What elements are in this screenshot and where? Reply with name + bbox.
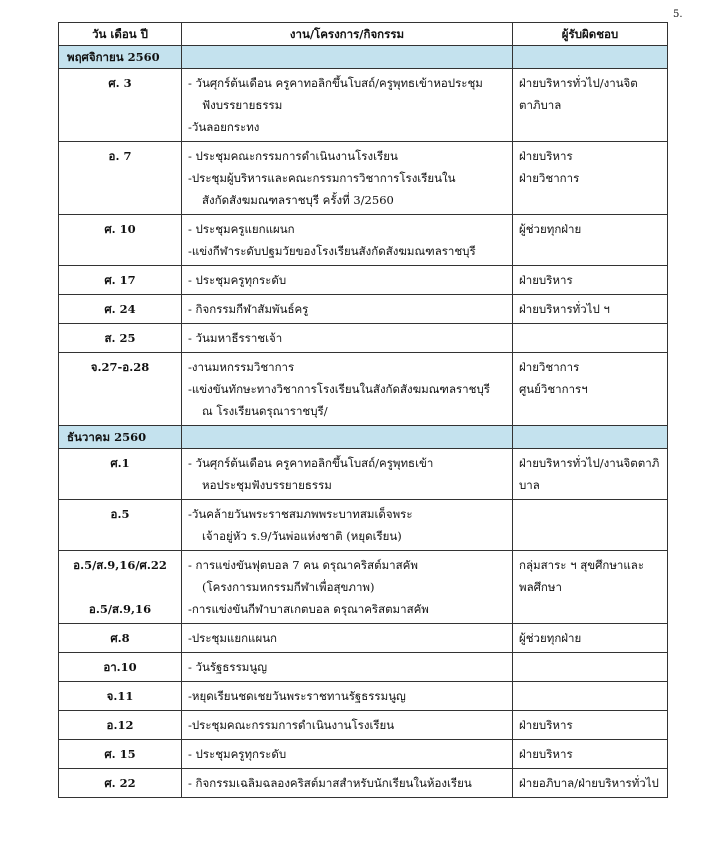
responsible-cell-line: ผู้ช่วยทุกฝ่าย bbox=[519, 222, 582, 236]
table-row bbox=[59, 653, 668, 682]
activity-cell-line: - ประชุมครูแยกแผนก bbox=[188, 222, 295, 236]
activity-cell-line: - วันรัฐธรรมนูญ bbox=[188, 660, 267, 674]
responsible-cell bbox=[513, 449, 668, 500]
responsible-cell bbox=[513, 711, 668, 740]
month-name: พฤศจิกายน 2560 bbox=[59, 46, 182, 69]
responsible-cell bbox=[513, 624, 668, 653]
responsible-cell bbox=[513, 324, 668, 353]
date-cell bbox=[59, 215, 182, 266]
date-cell bbox=[59, 682, 182, 711]
responsible-cell-line: บาล bbox=[519, 478, 540, 492]
responsible-cell bbox=[513, 769, 668, 798]
date-cell bbox=[59, 740, 182, 769]
date-cell-line bbox=[65, 576, 175, 598]
date-cell-line: จ.27-อ.28 bbox=[90, 360, 150, 374]
activity-cell bbox=[182, 142, 513, 215]
activity-cell-line: - วันศุกร์ต้นเดือน ครูคาทอลิกขึ้นโบสถ์/ครูพุทธเข้าหอประชุม bbox=[188, 76, 483, 90]
date-cell bbox=[59, 653, 182, 682]
responsible-cell bbox=[513, 653, 668, 682]
date-cell-line: จ.11 bbox=[106, 689, 134, 703]
responsible-cell-line: ฝ่ายอภิบาล/ฝ่ายบริหารทั่วไป bbox=[519, 776, 659, 790]
activity-cell-line: -วันลอยกระทง bbox=[188, 120, 260, 134]
date-cell-line: อ.12 bbox=[106, 718, 134, 732]
responsible-cell-line: ตาภิบาล bbox=[519, 98, 562, 112]
responsible-cell bbox=[513, 215, 668, 266]
responsible-cell bbox=[513, 551, 668, 624]
header-responsible: ผู้รับผิดชอบ bbox=[513, 23, 668, 46]
activity-cell-line: -แข่งกีฬาระดับปฐมวัยของโรงเรียนสังกัดสังฆมณฑลราชบุรี bbox=[188, 244, 476, 258]
date-cell bbox=[59, 142, 182, 215]
responsible-cell-line: ฝ่ายบริหาร bbox=[519, 273, 573, 287]
month-row bbox=[59, 46, 668, 69]
table-row bbox=[59, 324, 668, 353]
activity-cell-line: - กิจกรรมกีฬาสัมพันธ์ครู bbox=[188, 302, 309, 316]
responsible-cell bbox=[513, 682, 668, 711]
date-cell-line: ศ. 17 bbox=[104, 273, 136, 287]
activity-cell-line: เจ้าอยู่หัว ร.9/วันพ่อแห่งชาติ (หยุดเรียน) bbox=[202, 529, 402, 543]
activity-cell-line: -ประชุมคณะกรรมการดำเนินงานโรงเรียน bbox=[188, 718, 395, 732]
responsible-cell bbox=[513, 69, 668, 142]
responsible-cell-line: ฝ่ายบริหาร bbox=[519, 718, 573, 732]
date-cell-line: ส. 25 bbox=[104, 331, 136, 345]
month-row bbox=[59, 426, 668, 449]
date-cell-line: ศ. 3 bbox=[108, 76, 132, 90]
responsible-cell-line: ฝ่ายบริหารทั่วไป ฯ bbox=[519, 302, 610, 316]
activity-cell bbox=[182, 295, 513, 324]
activity-cell-line: - การแข่งขันฟุตบอล 7 คน ดรุณาคริสต์มาสคัพ bbox=[188, 558, 418, 572]
activity-cell-line: -หยุดเรียนชดเชยวันพระราชทานรัฐธรรมนูญ bbox=[188, 689, 406, 703]
responsible-cell-line: ผู้ช่วยทุกฝ่าย bbox=[519, 631, 582, 645]
date-cell-line: ศ. 22 bbox=[104, 776, 136, 790]
date-cell bbox=[59, 449, 182, 500]
date-cell-line: ศ. 15 bbox=[104, 747, 136, 761]
responsible-cell-line: ฝ่ายวิชาการ bbox=[519, 360, 580, 374]
responsible-cell-line: พลศึกษา bbox=[519, 580, 562, 594]
responsible-cell bbox=[513, 142, 668, 215]
responsible-cell bbox=[513, 500, 668, 551]
month-row-blank bbox=[182, 46, 513, 69]
activity-cell bbox=[182, 551, 513, 624]
month-row-blank bbox=[513, 426, 668, 449]
month-row-blank bbox=[513, 46, 668, 69]
table-row bbox=[59, 449, 668, 500]
responsible-cell-line: ฝ่ายบริหารทั่วไป/งานจิต bbox=[519, 76, 638, 90]
responsible-cell-line: ฝ่ายวิชาการ bbox=[519, 171, 580, 185]
date-cell-line: อ.5 bbox=[110, 507, 130, 521]
date-cell bbox=[59, 624, 182, 653]
table-row bbox=[59, 353, 668, 426]
activity-cell-line: หอประชุมฟังบรรยายธรรม bbox=[202, 478, 332, 492]
table-row bbox=[59, 769, 668, 798]
activity-cell-line: -แข่งขันทักษะทางวิชาการโรงเรียนในสังกัดสังฆมณฑลราชบุรี bbox=[188, 382, 490, 396]
table-row bbox=[59, 295, 668, 324]
responsible-cell bbox=[513, 353, 668, 426]
responsible-cell bbox=[513, 740, 668, 769]
date-cell-line: อา.10 bbox=[103, 660, 137, 674]
responsible-cell-line: ศูนย์วิชาการฯ bbox=[519, 382, 588, 396]
table-row bbox=[59, 266, 668, 295]
activity-cell-line: - กิจกรรมเฉลิมฉลองคริสต์มาสสำหรับนักเรียนในห้องเรียน bbox=[188, 776, 472, 790]
date-cell bbox=[59, 769, 182, 798]
date-cell bbox=[59, 69, 182, 142]
responsible-cell-line: กลุ่มสาระ ฯ สุขศึกษาและ bbox=[519, 558, 645, 572]
activity-cell-line: -ประชุมผู้บริหารและคณะกรรมการวิชาการโรงเรียนใน bbox=[188, 171, 456, 185]
month-name: ธันวาคม 2560 bbox=[59, 426, 182, 449]
date-cell-line: ศ. 10 bbox=[104, 222, 136, 236]
schedule-table bbox=[58, 22, 668, 798]
date-cell-line: อ.5/ส.9,16/ศ.22 bbox=[73, 558, 167, 572]
activity-cell bbox=[182, 711, 513, 740]
activity-cell bbox=[182, 449, 513, 500]
activity-cell-line: - วันศุกร์ต้นเดือน ครูคาทอลิกขึ้นโบสถ์/ครูพุทธเข้า bbox=[188, 456, 434, 470]
activity-cell bbox=[182, 653, 513, 682]
activity-cell bbox=[182, 624, 513, 653]
activity-cell-line: - วันมหาธีรราชเจ้า bbox=[188, 331, 283, 345]
table-row bbox=[59, 711, 668, 740]
header-row bbox=[59, 23, 668, 46]
activity-cell-line: (โครงการมหกรรมกีฬาเพื่อสุขภาพ) bbox=[202, 580, 375, 594]
table-row bbox=[59, 551, 668, 624]
date-cell bbox=[59, 500, 182, 551]
date-cell-line: ศ.8 bbox=[110, 631, 130, 645]
schedule-body bbox=[59, 46, 668, 798]
activity-cell bbox=[182, 215, 513, 266]
page-number: 5. bbox=[673, 9, 683, 20]
table-row bbox=[59, 682, 668, 711]
activity-cell bbox=[182, 682, 513, 711]
table-row bbox=[59, 215, 668, 266]
date-cell bbox=[59, 295, 182, 324]
activity-cell bbox=[182, 500, 513, 551]
activity-cell-line: -วันคล้ายวันพระราชสมภพพระบาทสมเด็จพระ bbox=[188, 507, 413, 521]
activity-cell-line: - ประชุมครูทุกระดับ bbox=[188, 273, 287, 287]
responsible-cell bbox=[513, 266, 668, 295]
table-row bbox=[59, 69, 668, 142]
date-cell-line: ศ.1 bbox=[110, 456, 130, 470]
table-row bbox=[59, 500, 668, 551]
activity-cell-line: -งานมหกรรมวิชาการ bbox=[188, 360, 295, 374]
activity-cell bbox=[182, 266, 513, 295]
activity-cell bbox=[182, 353, 513, 426]
activity-cell bbox=[182, 69, 513, 142]
activity-cell-line: -การแข่งขันกีฬาบาสเกตบอล ดรุณาคริสตมาสคัพ bbox=[188, 602, 429, 616]
date-cell bbox=[59, 353, 182, 426]
activity-cell-line: - ประชุมครูทุกระดับ bbox=[188, 747, 287, 761]
activity-cell-line: ณ โรงเรียนดรุณาราชบุรี/ bbox=[202, 404, 328, 418]
header-activity: งาน/โครงการ/กิจกรรม bbox=[182, 23, 513, 46]
responsible-cell-line: ฝ่ายบริหาร bbox=[519, 149, 573, 163]
activity-cell bbox=[182, 769, 513, 798]
table-row bbox=[59, 142, 668, 215]
activity-cell bbox=[182, 324, 513, 353]
table-row bbox=[59, 624, 668, 653]
responsible-cell bbox=[513, 295, 668, 324]
date-cell-line: อ. 7 bbox=[108, 149, 132, 163]
activity-cell-line: สังกัดสังฆมณฑลราชบุรี ครั้งที่ 3/2560 bbox=[202, 193, 394, 207]
date-cell bbox=[59, 266, 182, 295]
responsible-cell-line: ฝ่ายบริหาร bbox=[519, 747, 573, 761]
date-cell-line: อ.5/ส.9,16 bbox=[88, 602, 152, 616]
responsible-cell-line: ฝ่ายบริหารทั่วไป/งานจิตตาภิ bbox=[519, 456, 660, 470]
activity-cell bbox=[182, 740, 513, 769]
date-cell bbox=[59, 551, 182, 624]
table-row bbox=[59, 740, 668, 769]
activity-cell-line: ฟังบรรยายธรรม bbox=[202, 98, 283, 112]
activity-cell-line: - ประชุมคณะกรรมการดำเนินงานโรงเรียน bbox=[188, 149, 398, 163]
date-cell bbox=[59, 324, 182, 353]
activity-cell-line: -ประชุมแยกแผนก bbox=[188, 631, 278, 645]
month-row-blank bbox=[182, 426, 513, 449]
header-date: วัน เดือน ปี bbox=[59, 23, 182, 46]
date-cell-line: ศ. 24 bbox=[104, 302, 136, 316]
date-cell bbox=[59, 711, 182, 740]
